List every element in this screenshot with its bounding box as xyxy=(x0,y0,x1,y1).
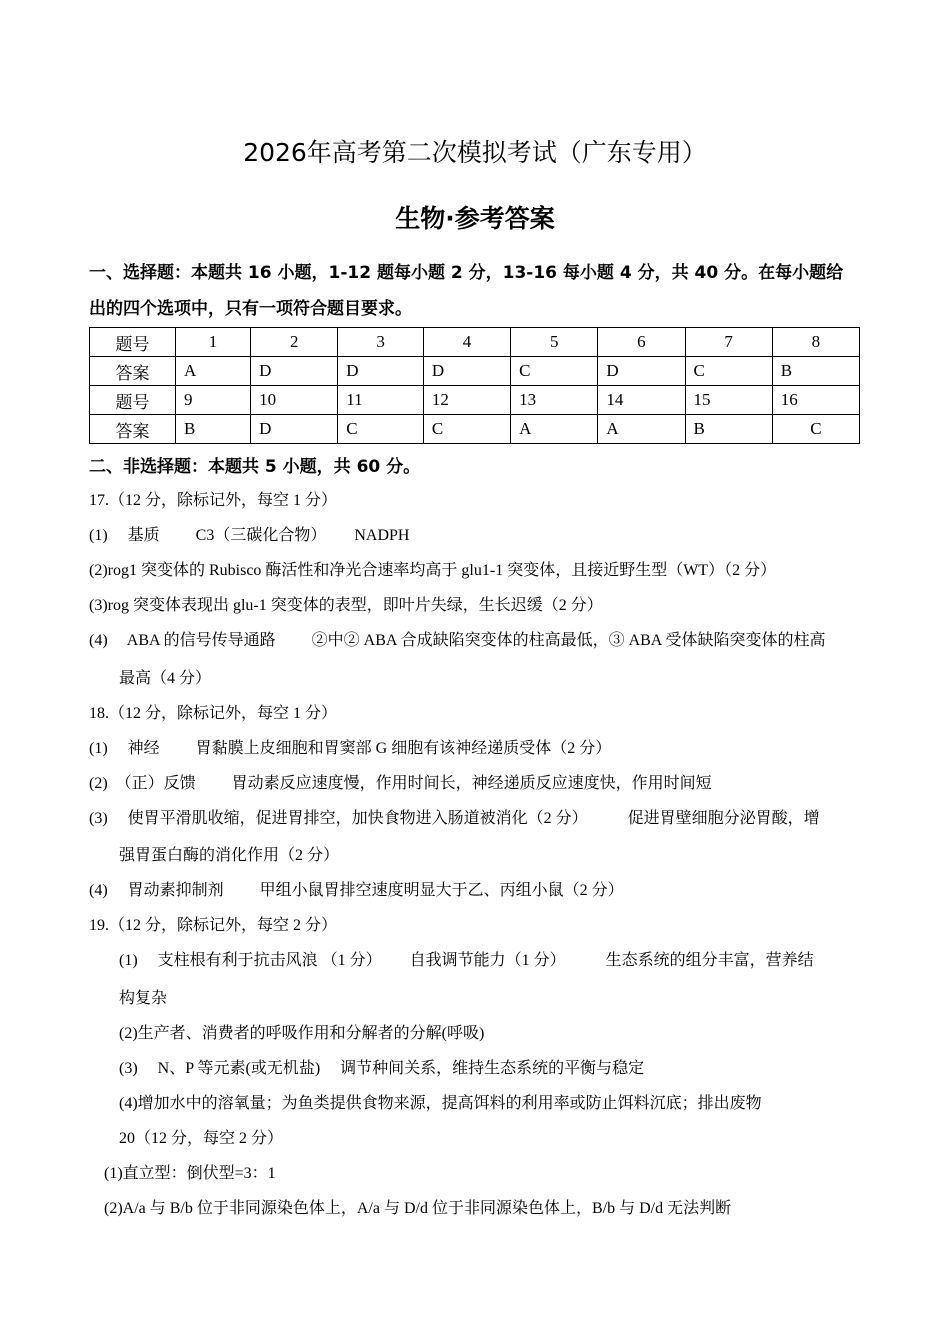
q19-part1-cont: 构复杂 xyxy=(119,990,168,1007)
q17-part4: (4) ABA 的信号传导通路 ②中② ABA 合成缺陷突变体的柱高最低，③ ABA 受体缺陷突变体的柱高 xyxy=(89,632,826,649)
q18-part2: (2) （正）反馈 胃动素反应速度慢，作用时间长，神经递质反应速度快，作用时间短 xyxy=(89,775,712,792)
q17-part1: (1) 基质 C3（三碳化合物） NADPH xyxy=(89,527,410,544)
table-row xyxy=(90,328,860,357)
table-cell: A xyxy=(598,415,685,444)
table-cell: 16 xyxy=(772,386,859,415)
table-cell: D xyxy=(251,357,338,386)
table-cell: 6 xyxy=(598,328,685,357)
page-title: 2026年高考第二次模拟考试（广东专用） xyxy=(243,138,707,167)
q19-part1: (1) 支柱根有利于抗击风浪 （1 分） 自我调节能力（1 分） 生态系统的组分丰富，营养结 xyxy=(119,952,814,969)
table-cell: 10 xyxy=(251,386,338,415)
q17-part2: (2)rog1 突变体的 Rubisco 酶活性和净光合速率均高于 glu1-1 突变体，且接近野生型（WT）（2 分） xyxy=(89,562,777,579)
table-cell: 2 xyxy=(251,328,338,357)
table-row xyxy=(90,357,860,386)
table-row xyxy=(90,386,860,415)
table-cell: 14 xyxy=(598,386,685,415)
q17-part3: (3)rog 突变体表现出 glu-1 突变体的表型，即叶片失绿，生长迟缓（2 分） xyxy=(89,597,603,614)
table-cell: 8 xyxy=(772,328,859,357)
q19-part2: (2)生产者、消费者的呼吸作用和分解者的分解(呼吸) xyxy=(119,1025,485,1042)
table-cell: C xyxy=(338,415,424,444)
table-cell: B xyxy=(772,357,859,386)
table-row-label: 题号 xyxy=(90,386,176,415)
table-cell: 11 xyxy=(338,386,424,415)
table-cell: D xyxy=(423,357,510,386)
table-cell: 15 xyxy=(685,386,772,415)
table-cell: 3 xyxy=(338,328,424,357)
section1-heading-line1: 一、选择题：本题共 16 小题，1-12 题每小题 2 分，13-16 每小题 4 分，共 40 分。在每小题给 xyxy=(89,263,844,283)
table-cell: D xyxy=(598,357,685,386)
section1-heading-line2: 出的四个选项中，只有一项符合题目要求。 xyxy=(89,299,412,319)
table-cell: B xyxy=(685,415,772,444)
table-cell: D xyxy=(338,357,424,386)
table-cell: C xyxy=(685,357,772,386)
q18-header: 18.（12 分，除标记外，每空 1 分） xyxy=(89,705,338,722)
table-cell: 4 xyxy=(423,328,510,357)
answer-table xyxy=(89,327,860,444)
table-cell: 7 xyxy=(685,328,772,357)
table-cell: A xyxy=(176,357,251,386)
page-subtitle: 生物·参考答案 xyxy=(395,204,555,233)
table-row-label: 答案 xyxy=(90,415,176,444)
table-cell: B xyxy=(176,415,251,444)
q19-part3: (3) N、P 等元素(或无机盐) 调节种间关系，维持生态系统的平衡与稳定 xyxy=(119,1060,645,1077)
table-cell: 5 xyxy=(511,328,598,357)
q17-part4-cont: 最高（4 分） xyxy=(119,670,212,687)
table-cell: 1 xyxy=(176,328,251,357)
q18-part4: (4) 胃动素抑制剂 甲组小鼠胃排空速度明显大于乙、丙组小鼠（2 分） xyxy=(89,882,624,899)
q20-part1: (1)直立型：倒伏型=3：1 xyxy=(104,1165,276,1182)
table-cell: D xyxy=(251,415,338,444)
table-row-label: 题号 xyxy=(90,328,176,357)
q18-part1: (1) 神经 胃黏膜上皮细胞和胃窦部 G 细胞有该神经递质受体（2 分） xyxy=(89,740,612,757)
section2-heading: 二、非选择题：本题共 5 小题，共 60 分。 xyxy=(89,457,421,477)
q17-header: 17.（12 分，除标记外，每空 1 分） xyxy=(89,492,338,509)
table-cell: C xyxy=(423,415,510,444)
table-cell: 13 xyxy=(511,386,598,415)
table-cell: 12 xyxy=(423,386,510,415)
table-cell: C xyxy=(772,415,859,444)
q20-header: 20（12 分，每空 2 分） xyxy=(119,1130,284,1147)
q18-part3: (3) 使胃平滑肌收缩，促进胃排空，加快食物进入肠道被消化（2 分） 促进胃壁细胞分泌胃酸，增 xyxy=(89,810,820,827)
table-cell: 9 xyxy=(176,386,251,415)
q19-part4: (4)增加水中的溶氧量；为鱼类提供食物来源，提高饵料的利用率或防止饵料沉底；排出废物 xyxy=(119,1095,762,1112)
table-cell: A xyxy=(511,415,598,444)
table-row xyxy=(90,415,860,444)
table-row-label: 答案 xyxy=(90,357,176,386)
q20-part2: (2)A/a 与 B/b 位于非同源染色体上，A/a 与 D/d 位于非同源染色体上，B/b 与 D/d 无法判断 xyxy=(104,1200,732,1217)
table-cell: C xyxy=(511,357,598,386)
q18-part3-cont: 强胃蛋白酶的消化作用（2 分） xyxy=(119,847,340,864)
q19-header: 19.（12 分，除标记外，每空 2 分） xyxy=(89,917,338,934)
